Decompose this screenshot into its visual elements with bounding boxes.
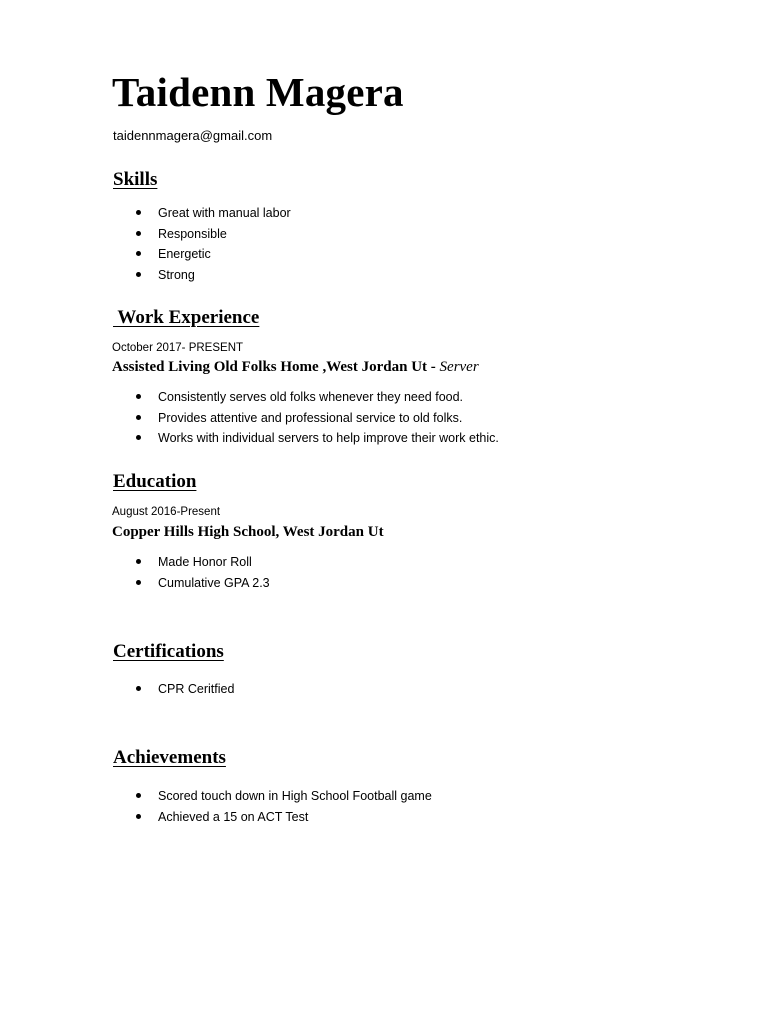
employer-name: Assisted Living Old Folks Home ,West Jordan Ut - [112,359,440,375]
list-item: Works with individual servers to help improve their work ethic. [112,428,499,449]
skills-list [0,203,291,285]
resume-name: Taidenn Magera [112,69,404,115]
bullet-icon [136,415,141,420]
work-date: October 2017- PRESENT [112,342,244,354]
achievements-heading: Achievements [113,747,226,768]
bullet-icon [136,559,141,564]
education-date: August 2016-Present [112,506,221,518]
list-item: Achieved a 15 on ACT Test [112,807,432,828]
bullet-icon [136,814,141,819]
education-list [0,552,270,593]
bullet-icon [136,394,141,399]
list-item: Scored touch down in High School Football game [112,786,432,807]
list-item: Energetic [112,244,291,265]
achievements-list [0,786,432,827]
email-address: taidennmagera@gmail.com [113,128,273,143]
list-item: Great with manual labor [112,203,291,224]
work-employer [112,358,479,376]
skills-heading: Skills [113,169,158,190]
list-item: CPR Ceritfied [112,679,234,700]
list-item: Strong [112,265,291,286]
work-experience-heading: Work Experience [113,307,260,328]
certifications-heading: Certifications [113,641,224,662]
bullet-icon [136,435,141,440]
bullet-icon [136,251,141,256]
list-item: Consistently serves old folks whenever they need food. [112,387,499,408]
education-heading: Education [113,471,197,492]
list-item: Cumulative GPA 2.3 [112,573,270,594]
list-item: Responsible [112,224,291,245]
school-name: Copper Hills High School, West Jordan Ut [112,524,384,540]
bullet-icon [136,580,141,585]
list-item: Provides attentive and professional service to old folks. [112,408,499,429]
bullet-icon [136,686,141,691]
certifications-list [0,679,235,700]
work-duties-list [0,387,499,449]
bullet-icon [136,793,141,798]
bullet-icon [136,272,141,277]
job-role: Server [439,359,479,375]
bullet-icon [136,210,141,215]
bullet-icon [136,231,141,236]
list-item: Made Honor Roll [112,552,270,573]
